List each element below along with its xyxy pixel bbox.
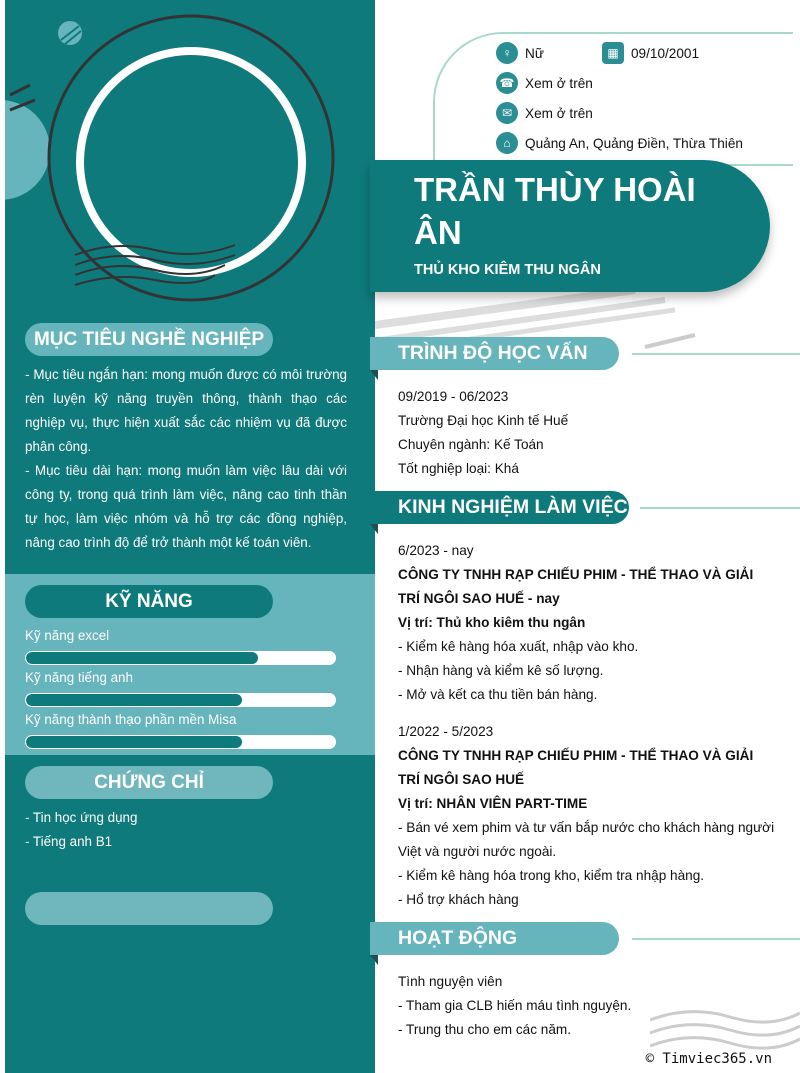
job-duty: - Kiểm kê hàng hóa trong kho, kiểm tra nhập hàng. [398, 868, 705, 883]
address-value: Quảng An, Quảng Điền, Thừa Thiên [525, 135, 743, 151]
list-item: - Trung thu cho em các năm. [398, 1022, 572, 1037]
skill-bar [25, 651, 336, 665]
job-title: THỦ KHO KIÊM THU NGÂN [414, 262, 601, 278]
certificates-list [25, 806, 137, 854]
skill-label: Kỹ năng thành thạo phần mền Misa [25, 712, 237, 727]
heading-notch [370, 370, 378, 380]
education-block [398, 385, 778, 481]
birthday-value: 09/10/2001 [631, 45, 700, 61]
phone-icon: ☎ [496, 72, 518, 94]
heading-line [632, 353, 800, 355]
heading-notch [370, 524, 378, 534]
job-duty: - Nhận hàng và kiểm kê số lượng. [398, 663, 604, 678]
heading-line [640, 507, 800, 509]
contact-email [496, 102, 593, 124]
home-icon: ⌂ [496, 132, 518, 154]
skill-bar [25, 693, 336, 707]
heading-line [632, 938, 800, 940]
job-period: 1/2022 - 5/2023 [398, 724, 494, 739]
job-duty: - Bán vé xem phim và tư vấn bắp nước cho khách hàng người Việt và người nước ngoài. [398, 820, 775, 859]
education-heading: TRÌNH ĐỘ HỌC VẤN [370, 337, 619, 370]
education-school: Trường Đại học Kinh tế Huế [398, 413, 569, 428]
contact-birthday [602, 42, 699, 64]
list-item: - Tham gia CLB hiến máu tình nguyện. [398, 998, 632, 1013]
education-major: Chuyên ngành: Kế Toán [398, 437, 544, 452]
list-item: - Tin học ứng dụng [25, 810, 138, 825]
contact-address [496, 132, 743, 154]
education-period: 09/2019 - 06/2023 [398, 389, 509, 404]
contact-phone [496, 72, 593, 94]
skills-heading: KỸ NĂNG [25, 585, 273, 618]
education-grade: Tốt nghiệp loại: Khá [398, 461, 519, 476]
gender-icon: ♀ [496, 42, 518, 64]
job-entry [398, 539, 778, 707]
activities-heading: HOẠT ĐỘNG [370, 922, 619, 955]
job-position: Vị trí: Thủ kho kiêm thu ngân [398, 615, 586, 630]
career-goal-long: - Mục tiêu dài hạn: mong muốn làm việc lâu dài với công ty, trong quá trình làm việc, nâng cao tinh thần tự học, làm việc nhóm và hỗ trợ các đồng nghiệp, nâng cao trình độ để trở thành một kế toán viên. [25, 463, 347, 550]
activities-list [398, 970, 778, 1042]
candidate-name: TRẦN THÙY HOÀI ÂN [414, 171, 696, 251]
decorative-graphics [5, 0, 375, 320]
experience-heading: KINH NGHIỆM LÀM VIỆC [370, 491, 629, 524]
job-period: 6/2023 - nay [398, 543, 474, 558]
empty-heading-pill [25, 892, 273, 925]
job-duty: - Kiểm kê hàng hóa xuất, nhập vào kho. [398, 639, 639, 654]
gender-value: Nữ [525, 45, 544, 61]
email-icon: ✉ [496, 102, 518, 124]
skill-bar [25, 735, 336, 749]
name-banner [370, 160, 770, 292]
career-goal-short: - Mục tiêu ngắn hạn: mong muốn được có môi trường rèn luyện kỹ năng truyền thông, thành thạo các nghiệp vụ, thực hiện xuất sắc các nhiệm vụ đã được phân công. [25, 367, 347, 454]
skill-fill [26, 736, 242, 748]
job-duty: - Mở và kết ca thu tiền bán hàng. [398, 687, 598, 702]
email-value: Xem ở trên [525, 105, 593, 121]
job-company: CÔNG TY TNHH RẠP CHIẾU PHIM - THỂ THAO VÀ GIẢI TRÍ NGÔI SAO HUẾ [398, 748, 754, 787]
list-item: Tình nguyện viên [398, 974, 503, 989]
career-goal-text [25, 363, 347, 555]
calendar-icon: ▦ [602, 42, 624, 64]
list-item: - Tiếng anh B1 [25, 834, 113, 849]
phone-value: Xem ở trên [525, 75, 593, 91]
career-goal-heading: MỤC TIÊU NGHỀ NGHIỆP [25, 323, 273, 356]
heading-notch [370, 955, 378, 965]
skill-label: Kỹ năng excel [25, 628, 110, 643]
footer-watermark: © Timviec365.vn [645, 1051, 772, 1067]
job-company: CÔNG TY TNHH RẠP CHIẾU PHIM - THỂ THAO VÀ GIẢI TRÍ NGÔI SAO HUẾ - nay [398, 567, 754, 606]
skill-label: Kỹ năng tiếng anh [25, 670, 133, 685]
certificates-heading: CHỨNG CHỈ [25, 766, 273, 799]
job-duty: - Hổ trợ khách hàng [398, 892, 519, 907]
contact-gender [496, 42, 544, 64]
job-position: Vị trí: NHÂN VIÊN PART-TIME [398, 796, 588, 811]
sidebar [5, 0, 375, 1073]
skill-fill [26, 694, 242, 706]
skill-fill [26, 652, 258, 664]
job-entry [398, 720, 778, 912]
